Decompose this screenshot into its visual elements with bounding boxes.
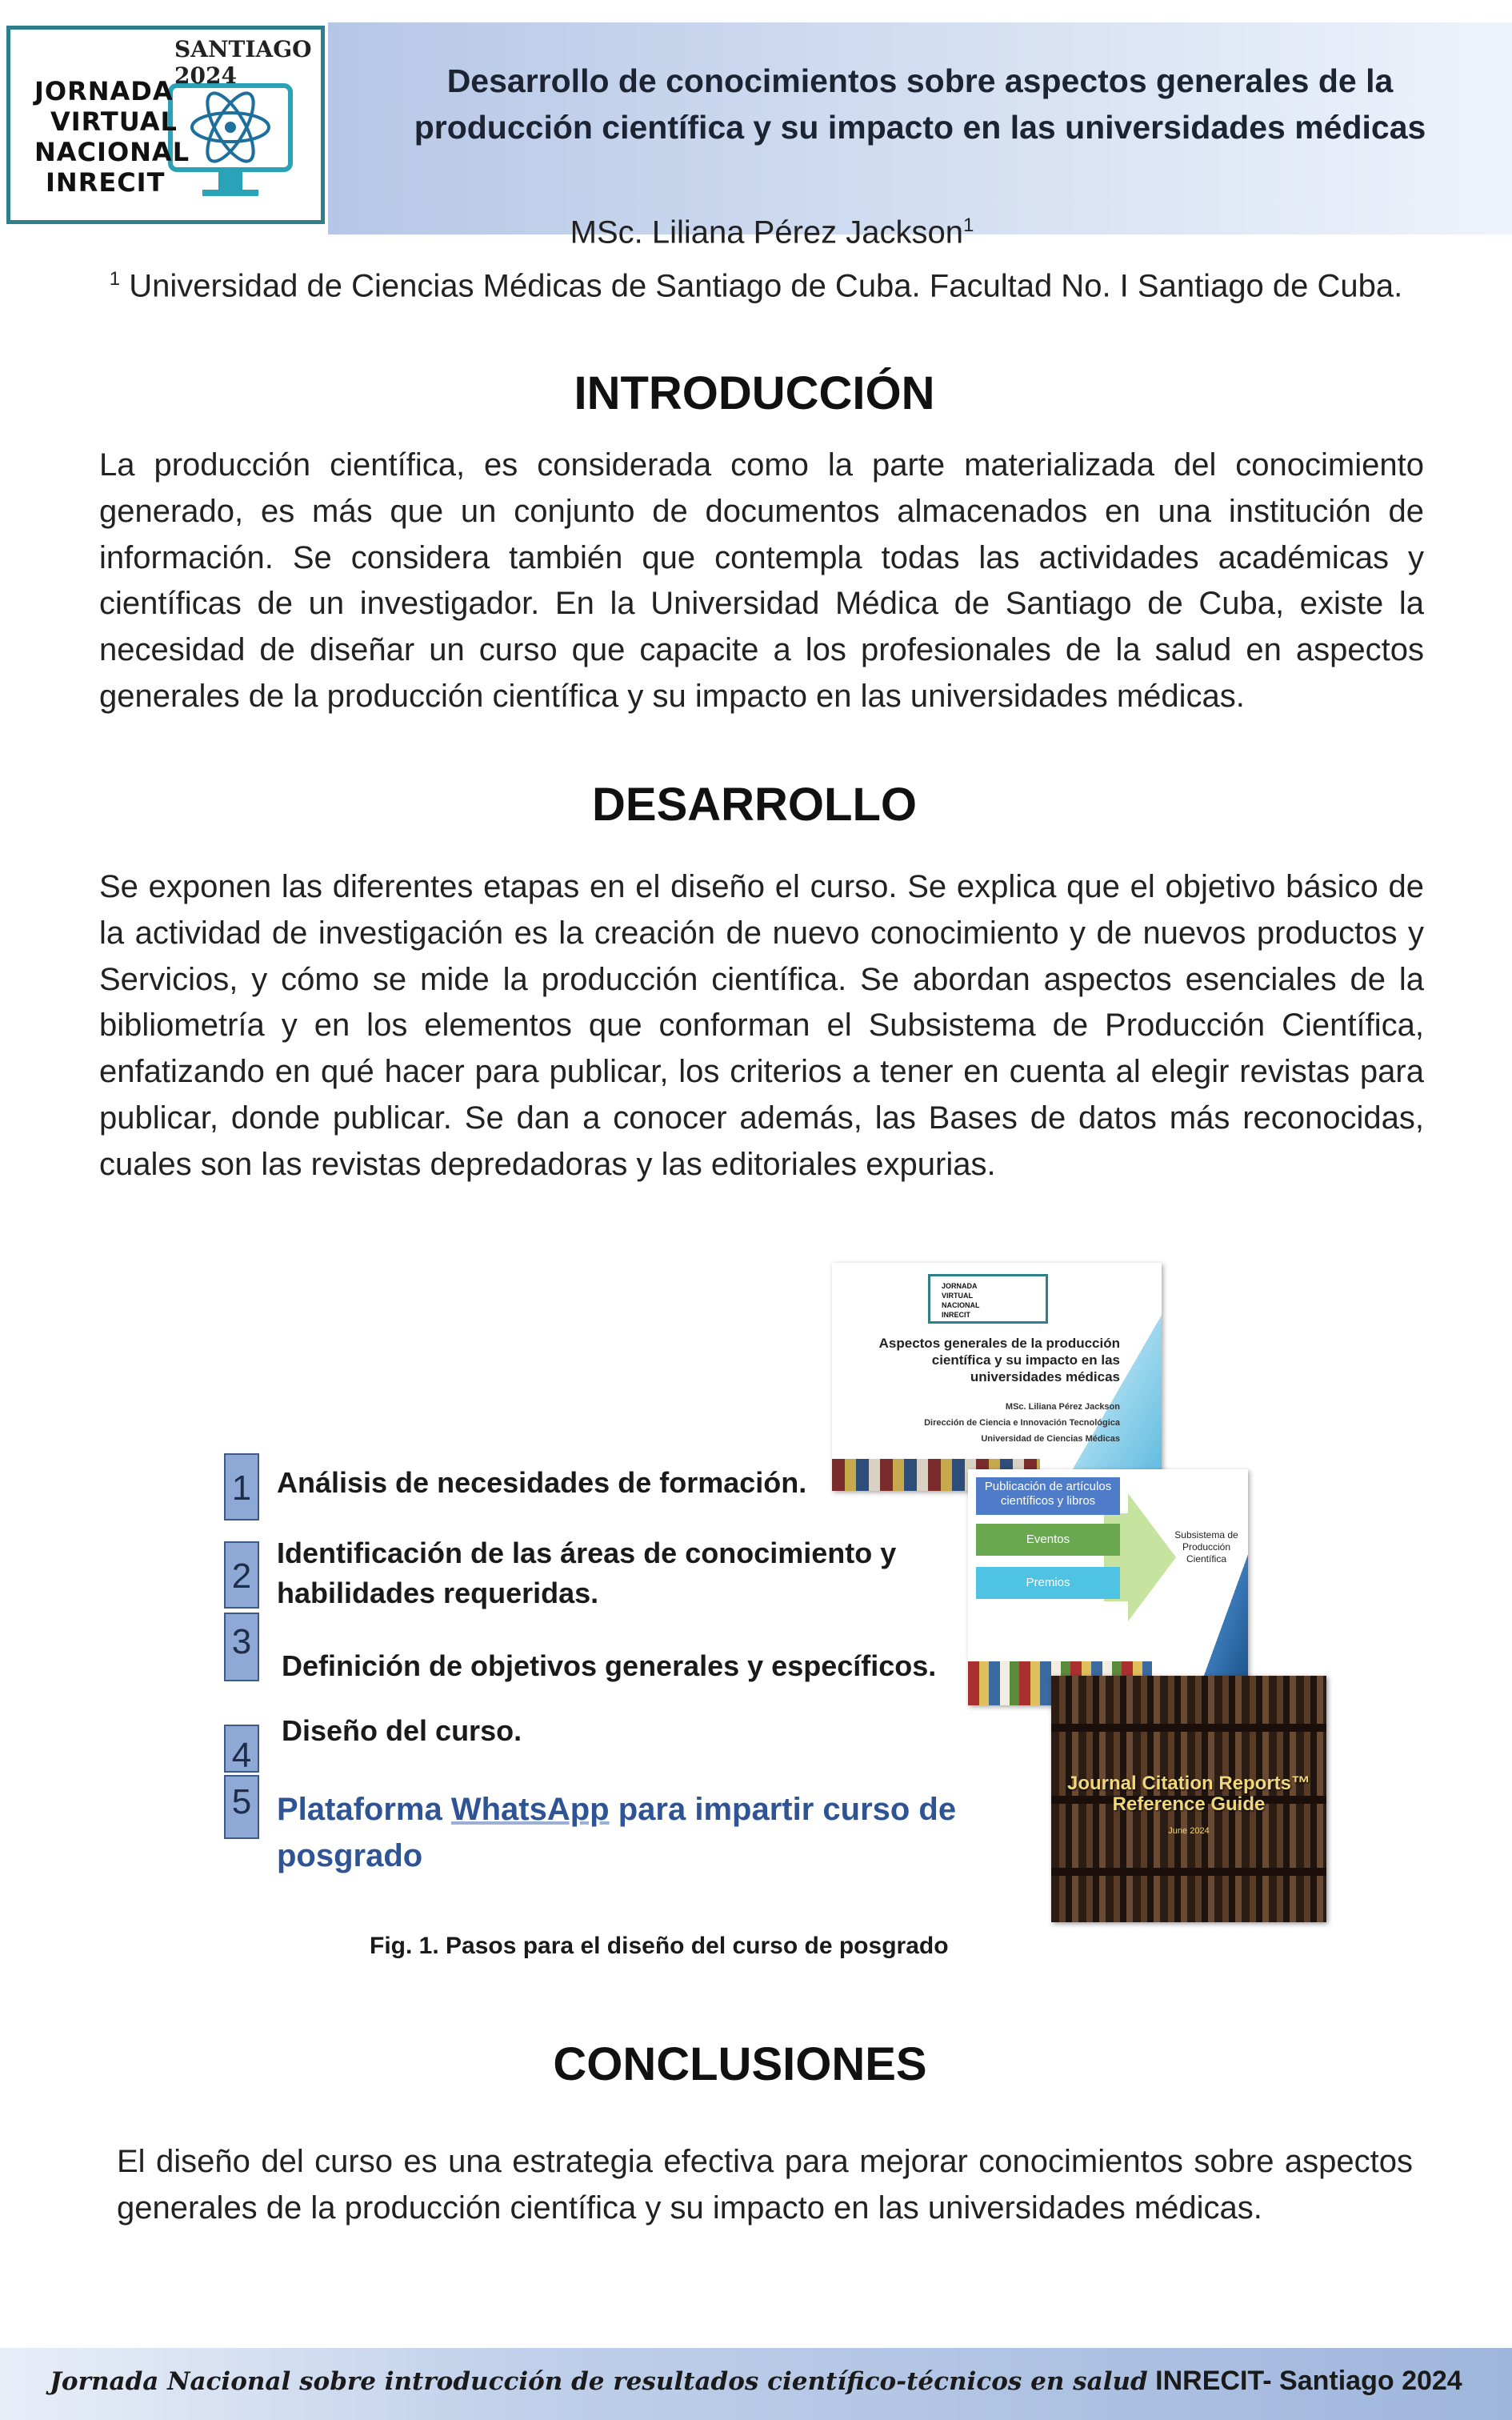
slide-dept: Dirección de Ciencia e Innovación Tecnológica <box>924 1418 1120 1428</box>
author-sup: 1 <box>962 214 974 236</box>
poster-title-line: producción científica y su impacto en las universidades médicas <box>414 109 1426 146</box>
slide-subsystem-label: Subsistema de Producción Científica <box>1174 1529 1238 1565</box>
slide-box-articulos: Publicación de artículos científicos y libros <box>976 1477 1120 1515</box>
introduccion-paragraph: La producción científica, es considerada como la parte materializada del conocimiento generado, es más que un conjunto de documentos almacenados en una institución de información. Se considera también que contempla todas las actividades académicas y científicas de un investigador. En la Universidad Médica de Santiago de Cuba, existe la necesidad de diseñar un curso que capacite a los profesionales de la salud en aspectos generales de la producción científica y su impacto en las universidades médicas. <box>99 447 1424 714</box>
affiliation-line <box>0 268 1512 304</box>
desarrollo-paragraph: Se exponen las diferentes etapas en el diseño el curso. Se explica que el objetivo básico de la actividad de investigación es la creación de nuevo conocimiento y de nuevos productos y Servicios, y cómo se mide la producción científica. Se abordan aspectos esenciales de la bibliometría y en los elementos que conforman el Subsistema de Producción Científica, enfatizando en qué hacer para publicar, los criterios a tener en cuenta al elegir revistas para publicar, donde publicar. Se dan a conocer además, las Bases de datos más reconocidas, cuales son las revistas depredadoras y las editoriales expurias. <box>99 869 1424 1182</box>
bookshelf-divider <box>1051 1868 1326 1876</box>
step-number-1: 1 <box>224 1453 259 1521</box>
figure-caption: Fig. 1. Pasos para el diseño del curso de posgrado <box>370 1933 949 1959</box>
slide-author: MSc. Liliana Pérez Jackson <box>1005 1402 1120 1412</box>
poster-title <box>352 58 1488 150</box>
logo-text-line: NACIONAL <box>34 137 190 167</box>
logo-text-line: VIRTUAL <box>50 106 178 137</box>
event-logo <box>6 26 325 224</box>
section-title-conclusiones: CONCLUSIONES <box>553 2038 927 2090</box>
affiliation-text: Universidad de Ciencias Médicas de Santiago de Cuba. Facultad No. I Santiago de Cuba. <box>120 268 1403 304</box>
logo-text-line: INRECIT <box>46 167 166 198</box>
course-slide-title <box>832 1263 1162 1491</box>
step-number-5: 5 <box>224 1775 259 1839</box>
course-slide-subsystem <box>968 1469 1248 1705</box>
slide-box-eventos: Eventos <box>976 1524 1120 1556</box>
mini-logo-text: VIRTUAL <box>942 1292 973 1300</box>
slide-box-premios: Premios <box>976 1567 1120 1599</box>
slide-title-text: Aspectos generales de la producción científica y su impacto en las universidades médicas <box>878 1336 1120 1384</box>
footer-event-name: INRECIT- Santiago 2024 <box>1147 2366 1462 2396</box>
footer-text <box>0 2365 1512 2397</box>
step-5-pre: Plataforma <box>277 1792 451 1827</box>
step-number-2: 2 <box>224 1541 259 1609</box>
section-title-introduccion: INTRODUCCIÓN <box>574 367 935 419</box>
logo-text-line: JORNADA <box>34 76 174 106</box>
whatsapp-link[interactable]: WhatsApp <box>450 1792 610 1827</box>
section-title-desarrollo: DESARROLLO <box>592 779 917 831</box>
poster-title-line: Desarrollo de conocimientos sobre aspectos generales de la <box>446 62 1394 99</box>
jcr-date: June 2024 <box>1168 1826 1210 1836</box>
step-label-3: Definición de objetivos generales y específicos. <box>282 1649 937 1682</box>
step-number-4: 4 <box>224 1725 259 1773</box>
author-name: MSc. Liliana Pérez Jackson <box>570 214 963 250</box>
step-5-post: para impartir curso de posgrado <box>277 1792 957 1873</box>
slide-mini-logo <box>928 1274 1048 1324</box>
jcr-title: Journal Citation Reports™ Reference Guide <box>1066 1773 1311 1815</box>
step-label-1: Análisis de necesidades de formación. <box>277 1466 807 1499</box>
step-number-3: 3 <box>224 1613 259 1681</box>
conclusiones-paragraph: El diseño del curso es una estrategia efectiva para mejorar conocimientos sobre aspectos generales de la producción científica y su impacto en las universidades médicas. <box>117 2144 1413 2226</box>
author-line <box>0 214 1512 250</box>
course-slide-jcr <box>1051 1676 1326 1922</box>
step-label-4: Diseño del curso. <box>282 1714 522 1747</box>
mini-logo-text: INRECIT <box>942 1311 970 1319</box>
mini-logo-text: NACIONAL <box>942 1301 980 1309</box>
logo-arc-text: SANTIAGO 2024 <box>174 36 312 89</box>
mini-logo-text: JORNADA <box>942 1282 978 1290</box>
footer-script-text: Jornada Nacional sobre introducción de resultados científico-técnicos en salud <box>50 2367 1148 2396</box>
affiliation-sup: 1 <box>109 268 121 290</box>
bookshelf-divider <box>1051 1724 1326 1732</box>
slide-author-block <box>840 1399 1120 1447</box>
step-label-2: Identificación de las áreas de conocimiento y habilidades requeridas. <box>277 1537 897 1609</box>
slide-org: Universidad de Ciencias Médicas <box>981 1434 1120 1444</box>
step-label-5 <box>277 1786 1021 1879</box>
